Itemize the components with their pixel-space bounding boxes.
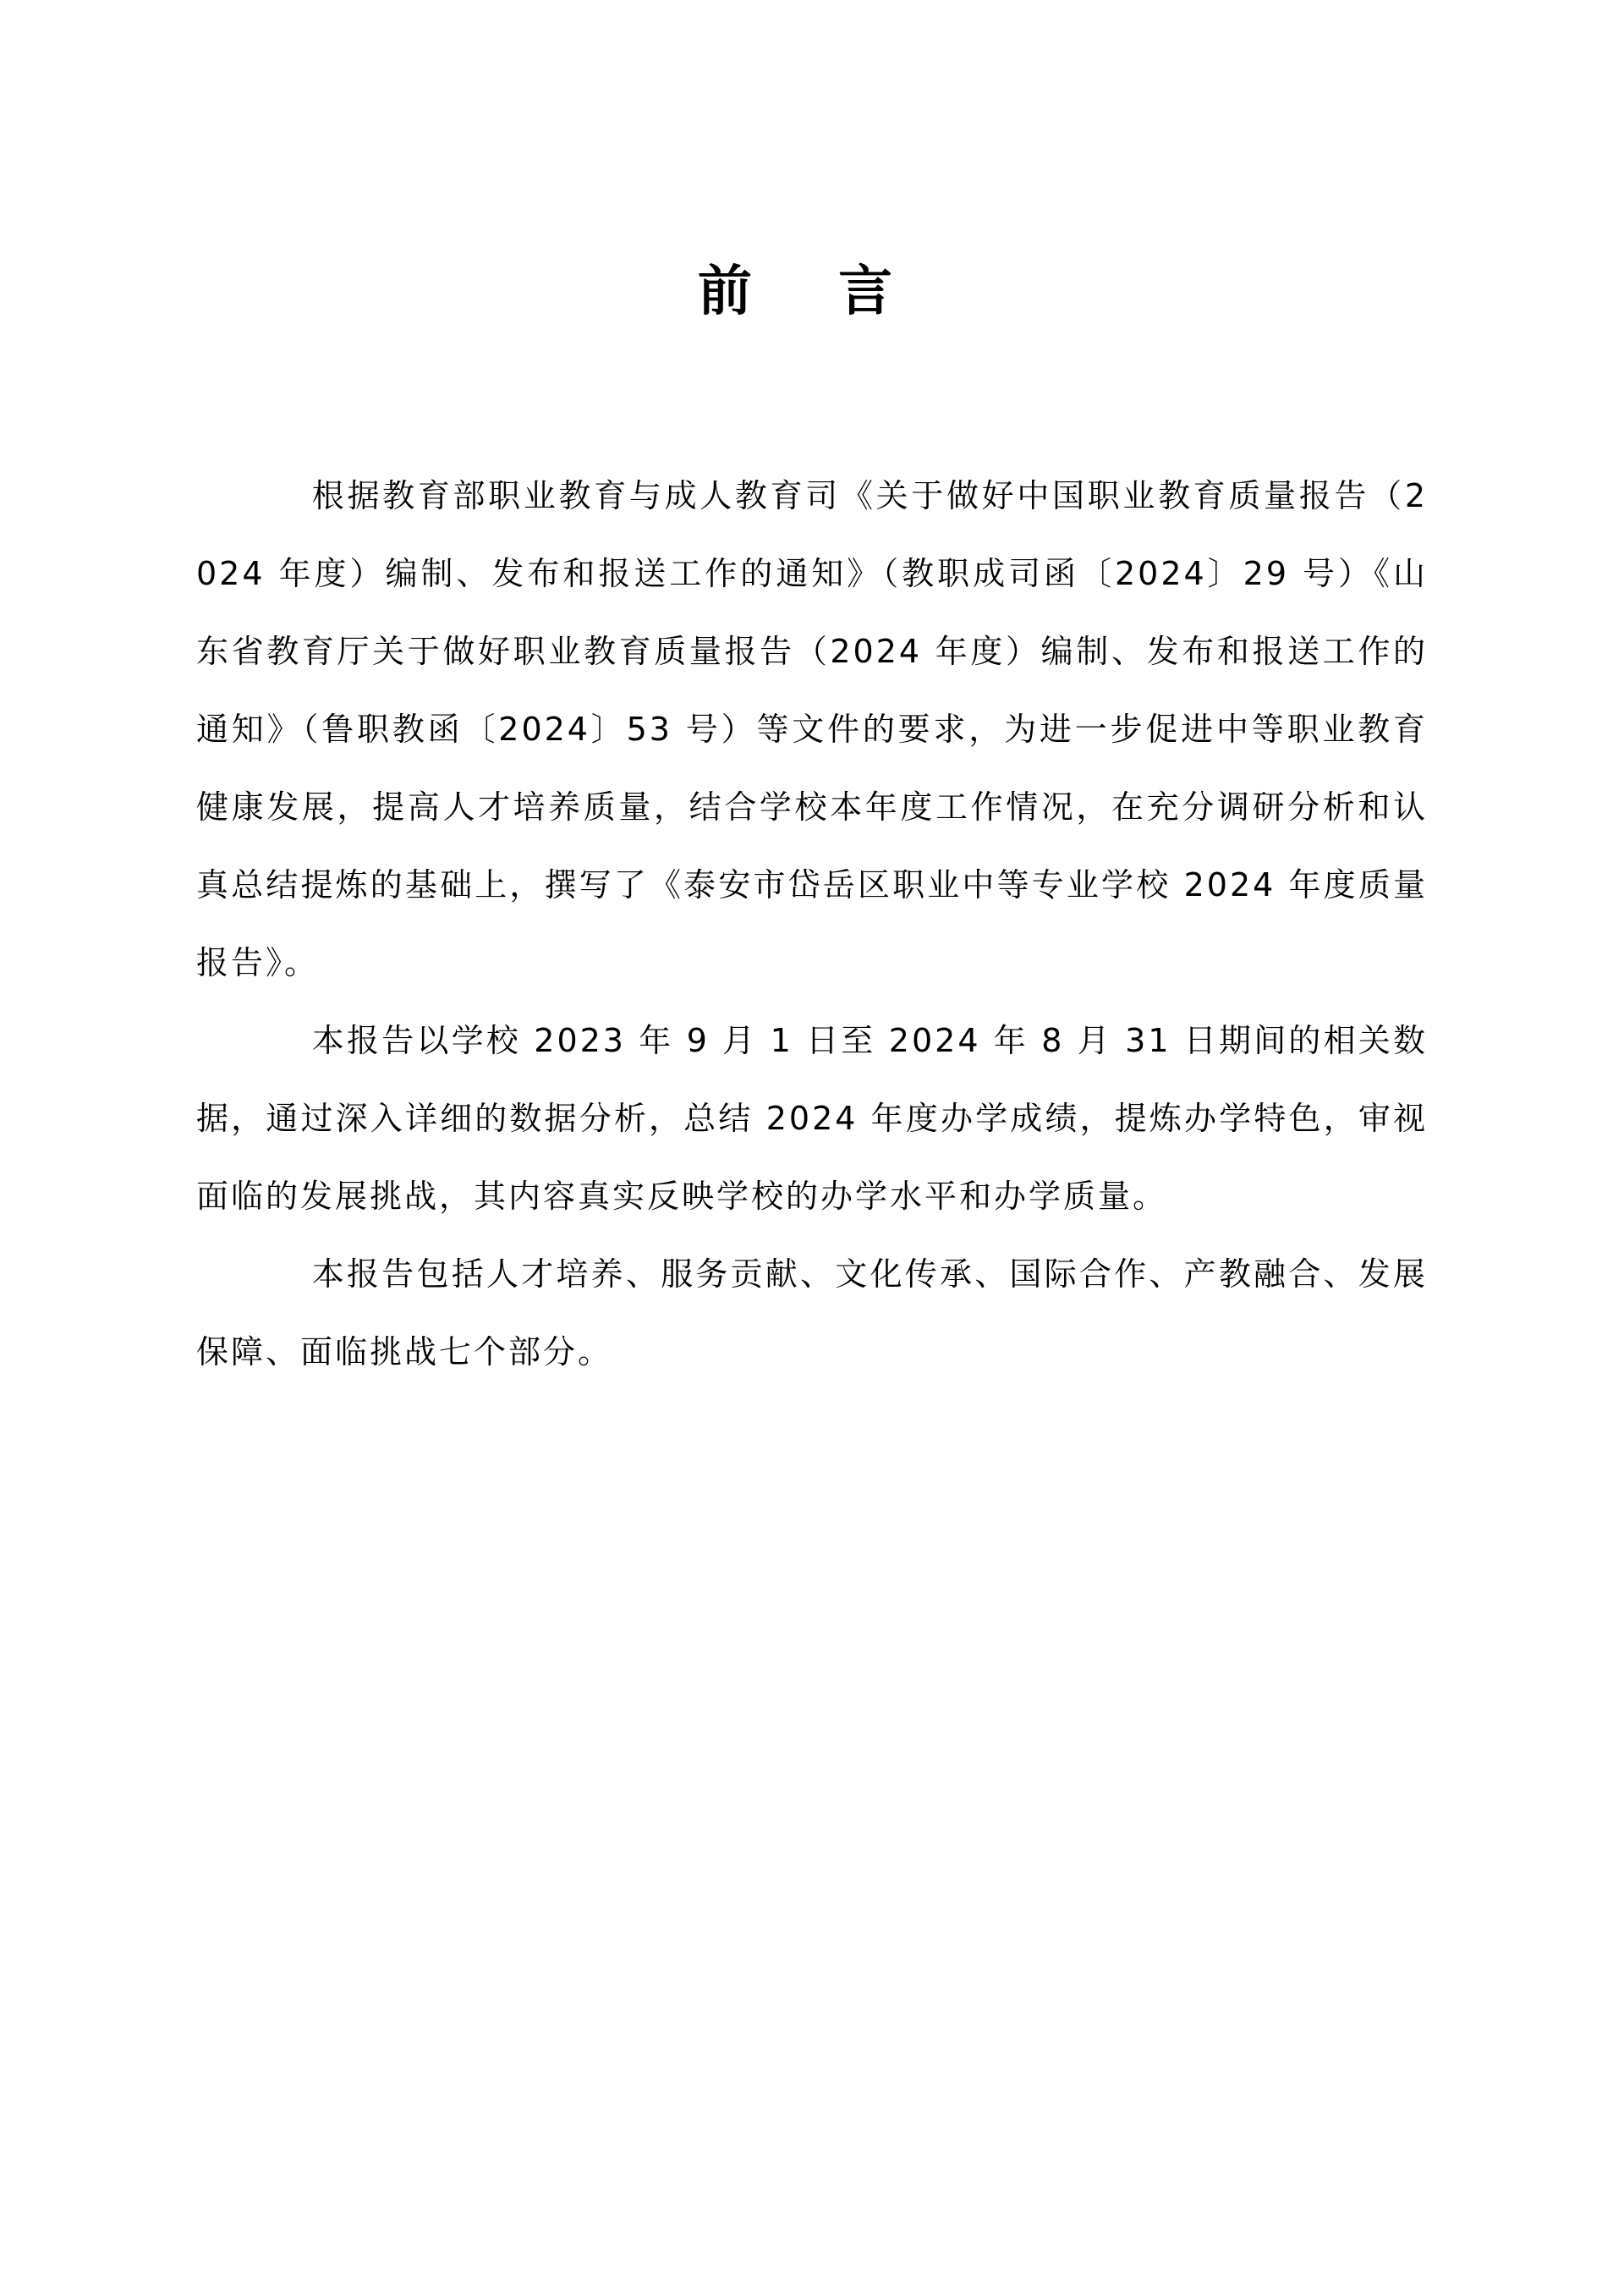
page-title: 前 言 [697,261,927,323]
paragraph-basis: 根据教育部职业教育与成人教育司《关于做好中国职业教育质量报告（2024 年度）编制、发布和报送工作的通知》（教职成司函〔2024〕29 号）《山东省教育厅关于做好职业教育质量报告（2024 年度）编制、发布和报送工作的通知》（鲁职教函〔2024〕53 号）等文件的要求，为进一步促进中等职业教育健康发展，提高人才培养质量，结合学校本年度工作情况，在充分调研分析和认真总结提炼的基础上，撰写了《泰安市岱岳区职业中等专业学校 2024 年度质量报告》。 [196,477,1428,981]
paragraph-scope: 本报告以学校 2023 年 9 月 1 日至 2024 年 8 月 31 日期间的相关数据，通过深入详细的数据分析，总结 2024 年度办学成绩，提炼办学特色，审视面临的发展挑战，其内容真实反映学校的办学水平和办学质量。 [196,1022,1428,1215]
document-body [196,457,1428,1391]
paragraph-contents: 本报告包括人才培养、服务贡献、文化传承、国际合作、产教融合、发展保障、面临挑战七个部分。 [196,1255,1428,1370]
